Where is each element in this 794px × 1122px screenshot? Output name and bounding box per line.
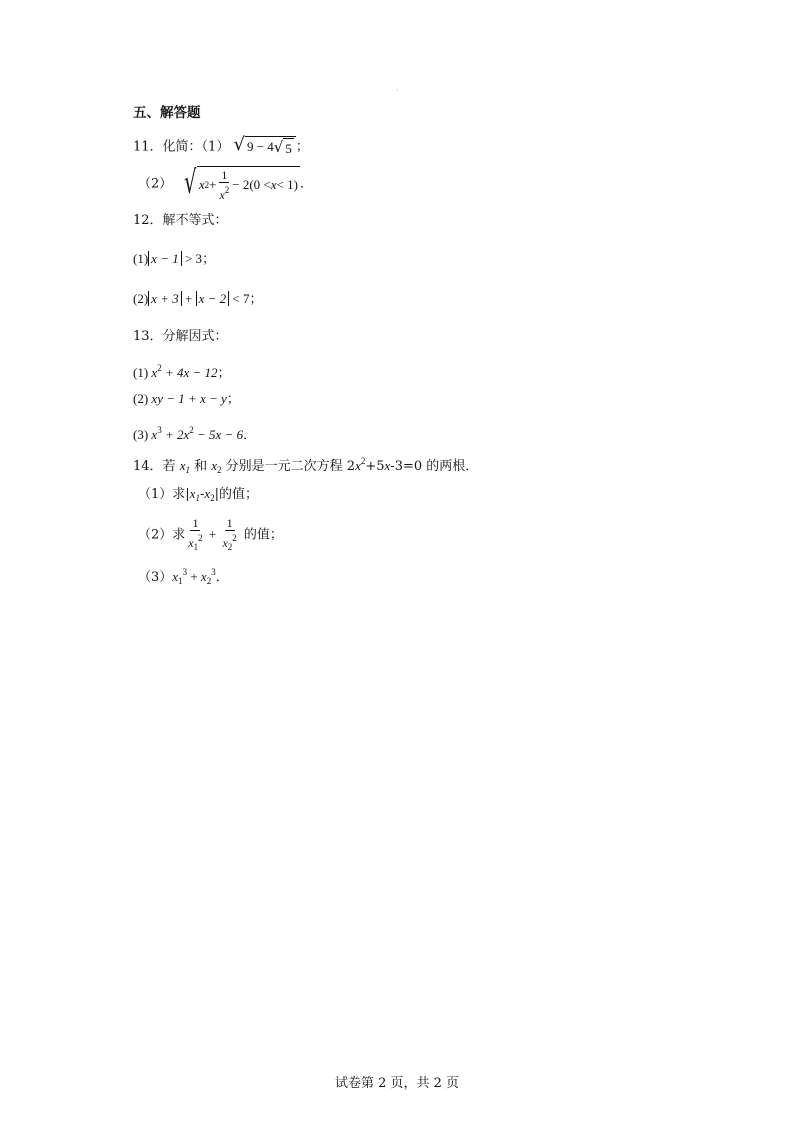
q11-p1-end: ；: [295, 139, 309, 155]
q14-p2-frac1-sub: 1: [193, 542, 199, 552]
page-footer: 试卷第 2 页，共 2 页: [334, 1076, 460, 1091]
q14-stem-pre: 14．若: [133, 459, 180, 474]
q11-p1-b: 4: [267, 139, 274, 154]
q14-p3-x1: x: [172, 569, 179, 584]
q14-p2-frac2-sub: 2: [227, 542, 233, 552]
q13-p2-expr: xy − 1 + x − y: [151, 391, 227, 406]
q14-p3-plus: +: [187, 569, 201, 584]
q14-stem-mid: 分别是一元二次方程 2: [221, 459, 356, 474]
q13-stem: 13．分解因式：: [133, 329, 228, 344]
q14-stem-mid2: +5: [365, 459, 385, 474]
q13-p3-exp1: 3: [157, 425, 162, 435]
q13-p3-x: x: [151, 427, 158, 442]
q11-p2-label: （2）: [138, 176, 173, 192]
q11-p2-var: x: [270, 177, 277, 192]
q13-part3: [133, 421, 256, 445]
q14-p1-minus: -: [199, 487, 205, 502]
q14-p1-x2: x: [204, 486, 211, 501]
q14-stem-mid3: -3=0 的两根．: [390, 459, 479, 474]
q14-p1-label: （1）求|: [138, 487, 190, 502]
q12-p1-abs: x − 1: [148, 251, 182, 266]
q12-p2-rest: < 7: [229, 291, 250, 306]
q11-p2-frac-num: 1: [221, 168, 228, 182]
q11-p1-inner-sqrt: √ 5: [273, 138, 292, 157]
q14-p2-frac2: [220, 516, 238, 554]
q11-p2-tail: − 2(0 <: [232, 177, 271, 192]
page-mark: ·: [396, 86, 399, 95]
q14-part2: [138, 516, 283, 554]
q14-eq-exp: 2: [360, 456, 366, 466]
q11-p2-fraction: [217, 168, 231, 202]
q14-p3-exp2: 3: [211, 567, 216, 577]
q14-x1: x: [179, 458, 186, 473]
q14-p3-sub2: 2: [206, 576, 212, 586]
section-heading: 五、解答题: [133, 105, 201, 121]
q11-p2-x: x: [198, 177, 205, 192]
q13-p1-label: (1): [133, 365, 152, 380]
q14-p2-frac1-num: 1: [192, 516, 199, 530]
q11-p1-a: 9: [246, 139, 254, 154]
q13-p2-label: (2): [133, 391, 152, 406]
q13-p3-mid: + 2x: [161, 427, 190, 442]
q14-p1-end: |的值；: [214, 487, 259, 502]
q14-and: 和: [189, 459, 212, 474]
q11-stem: 11．化简：: [133, 139, 202, 155]
q14-p1-sub1: 1: [195, 493, 200, 503]
q11-p2-tail2: < 1): [276, 177, 298, 192]
q12-p1-rest: > 3: [181, 251, 203, 266]
q14-p2-label: （2）求: [138, 527, 186, 543]
q14-p2-frac1-x: x: [188, 536, 194, 550]
q12-p2-end: ；: [249, 292, 263, 307]
q11-p1-sqrt: √ 9 − 4 √ 5: [233, 136, 295, 158]
q11-p2-plus: +: [209, 177, 217, 192]
q12-p2-abs1: x + 3: [148, 291, 182, 306]
q14-p2-plus: +: [205, 526, 220, 542]
q14-p2-frac1-exp: 2: [198, 533, 203, 543]
q14-sub2: 2: [217, 465, 222, 475]
q12-part1: [133, 250, 215, 269]
q14-p3-end: ．: [215, 570, 229, 585]
q11-part1: [133, 136, 309, 158]
q11-p2-exp: 2: [204, 180, 210, 190]
q11-p1-op: −: [253, 139, 268, 154]
q13-p1-rest: + 4x − 12: [161, 365, 218, 380]
q14-p2-frac2-num: 1: [226, 516, 233, 530]
q14-p1-x1: x: [189, 486, 196, 501]
q14-p3-sub1: 1: [178, 576, 183, 586]
q11-p2-end: ．: [299, 176, 313, 192]
q11-p2-sqrt: √ x 2 + $\frac{1}{x^2}$ − 2(0 < x < 1): [184, 163, 298, 202]
q13-p1-x: x: [151, 365, 158, 380]
q13-p3-end: ．: [243, 428, 257, 443]
q14-eq-x2: x: [384, 458, 391, 473]
q12-p2-plus: +: [181, 291, 196, 306]
q12-part2: [133, 290, 262, 309]
q11-p2-frac-den-exp: 2: [224, 185, 230, 195]
q13-part2: [133, 390, 240, 409]
q11-p1-inner: 5: [283, 138, 294, 158]
q14-stem: [133, 452, 478, 479]
q12-stem: 12．解不等式：: [133, 213, 228, 228]
q14-eq-x1: x: [355, 458, 361, 473]
q14-p2-frac2-x: x: [222, 536, 228, 550]
q11-p2-frac-den-x: x: [219, 188, 225, 202]
q11-part2: [138, 163, 313, 202]
q14-part1: [138, 485, 258, 507]
q14-part3: [138, 563, 229, 590]
q14-p2-frac1: [186, 516, 204, 554]
q13-part1: [133, 359, 231, 383]
q12-p1-label: (1): [133, 251, 149, 266]
q13-p3-rest: − 5x − 6: [193, 427, 244, 442]
q14-p2-end: 的值；: [239, 527, 283, 543]
q14-sub1: 1: [185, 465, 190, 475]
q11-p1-label: （1）: [201, 139, 230, 155]
q13-p2-end: ；: [226, 392, 240, 407]
q14-p3-exp1: 3: [182, 567, 188, 577]
q12-p2-abs2: x − 2: [196, 291, 230, 306]
q13-p3-label: (3): [133, 427, 152, 442]
q14-p3-x2: x: [200, 569, 207, 584]
q14-x2: x: [211, 458, 218, 473]
q13-p1-exp: 2: [157, 363, 162, 373]
q14-p2-frac2-exp: 2: [232, 533, 237, 543]
q12-p1-end: ；: [202, 252, 216, 267]
q13-p1-end: ；: [217, 366, 231, 381]
q14-p3-label: （3）: [138, 570, 173, 585]
q13-p3-exp2: 2: [189, 425, 194, 435]
q12-p2-label: (2): [133, 291, 149, 306]
q14-p1-sub2: 2: [210, 493, 215, 503]
